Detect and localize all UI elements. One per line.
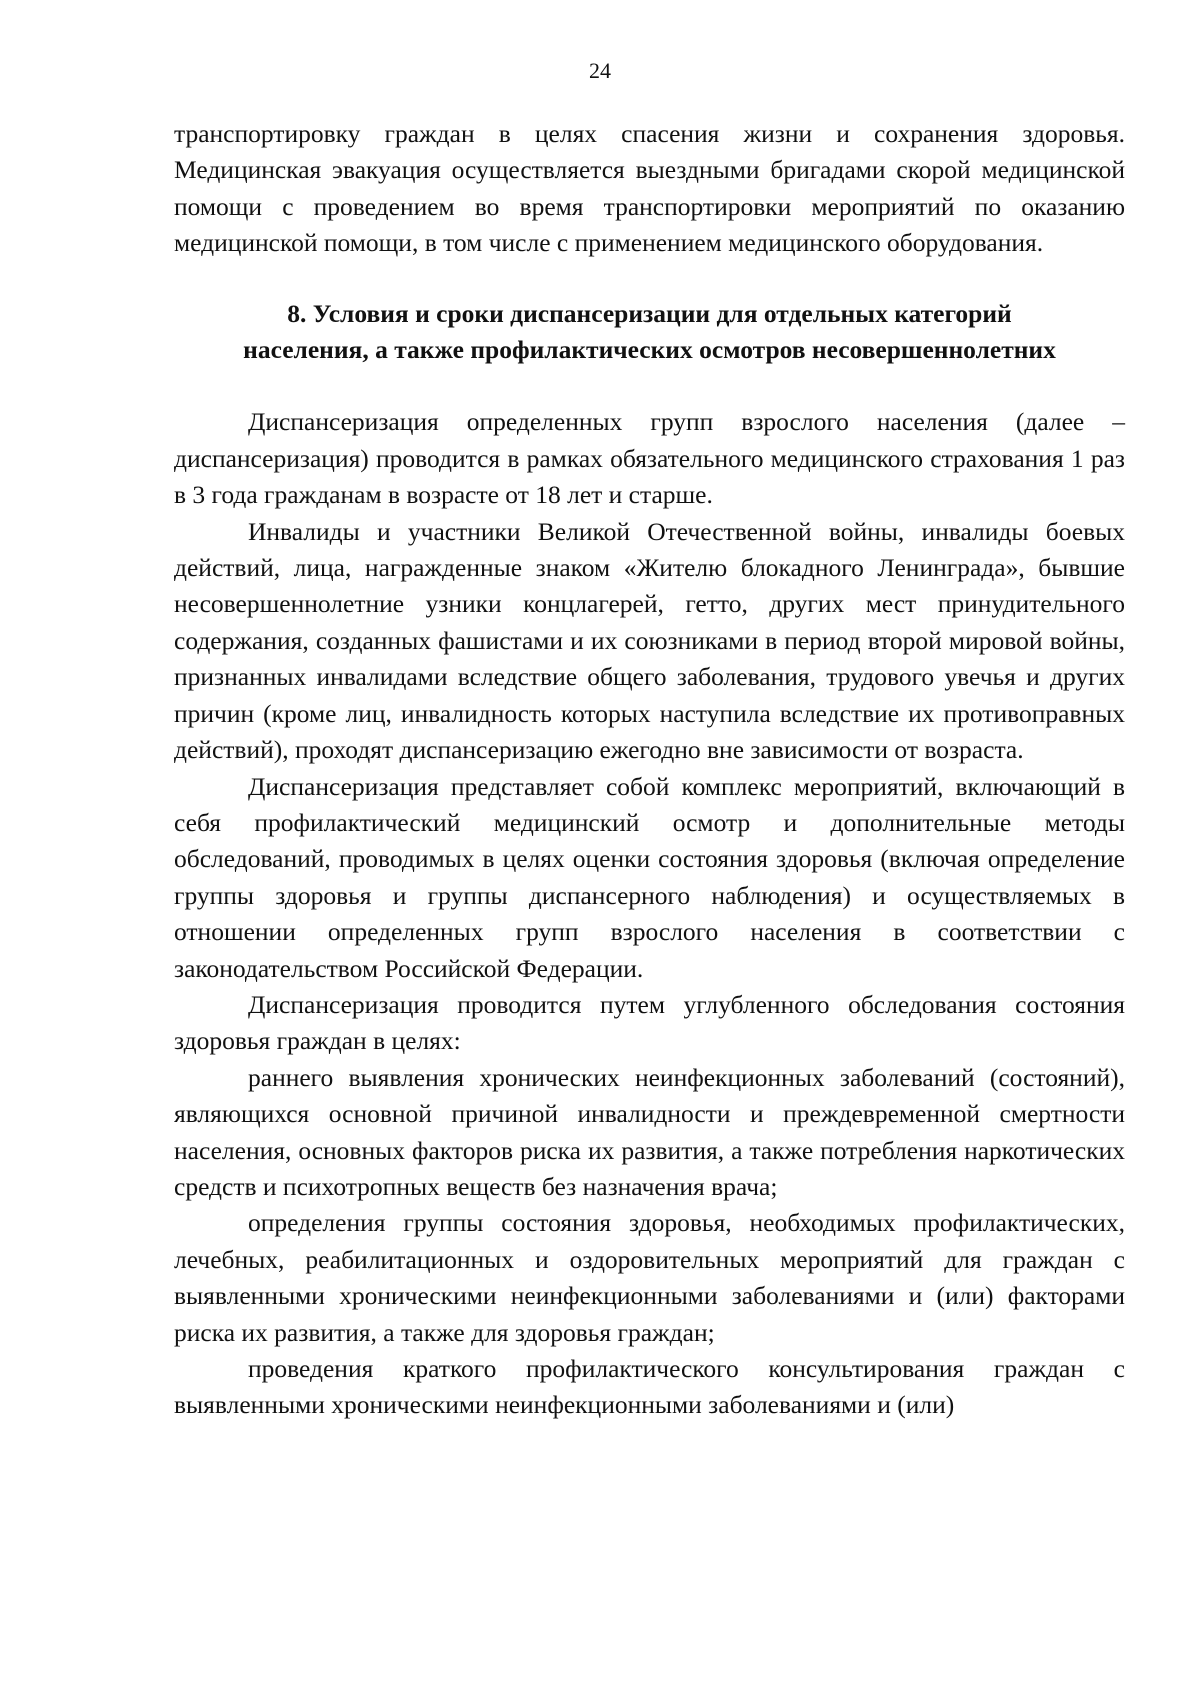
paragraph: определения группы состояния здоровья, необходимых профилактических, лечебных, реабилитационных и оздоровительных мероприятий для граждан с выявленными хроническими неинфекционными заболеваниями и (или) факторами риска их развития, а также для здоровья граждан; (174, 1208, 1125, 1347)
paragraph: Диспансеризация проводится путем углубленного обследования состояния здоровья граждан в целях: (174, 989, 1125, 1056)
paragraph: Инвалиды и участники Великой Отечественной войны, инвалиды боевых действий, лица, награжденные знаком «Жителю блокадного Ленинграда», бывшие несовершеннолетние узники концлагерей, гетто, других мест принудительного содержания, созданных фашистами и их союзниками в период второй мировой войны, признанных инвалидами вследствие общего заболевания, трудового увечья и других причин (кроме лиц, инвалидность которых наступила вследствие их противоправных действий), проходят диспансеризацию ежегодно вне зависимости от возраста. (174, 516, 1125, 765)
section-heading-line-2: населения, а также профилактических осмотров несовершеннолетних (243, 335, 1056, 365)
paragraph: Диспансеризация определенных групп взрослого населения (далее – диспансеризация) проводится в рамках обязательного медицинского страхования 1 раз в 3 года гражданам в возрасте от 18 лет и старше. (174, 407, 1125, 510)
section-heading-line-1: 8. Условия и сроки диспансеризации для отдельных категорий (287, 298, 1012, 328)
paragraph: проведения краткого профилактического консультирования граждан с выявленными хроническими неинфекционными заболеваниями и (или) (174, 1354, 1125, 1420)
document-body (174, 116, 1125, 1424)
section-heading (174, 296, 1125, 369)
paragraph: Диспансеризация представляет собой комплекс мероприятий, включающий в себя профилактический медицинский осмотр и дополнительные методы обследований, проводимых в целях оценки состояния здоровья (включая определение группы здоровья и группы диспансерного наблюдения) и осуществляемых в отношении определенных групп взрослого населения в соответствии с законодательством Российской Федерации. (174, 771, 1125, 983)
page-number: 24 (589, 58, 611, 83)
paragraph: раннего выявления хронических неинфекционных заболеваний (состояний), являющихся основной причиной инвалидности и преждевременной смертности населения, основных факторов риска их развития, а также потребления наркотических средств и психотропных веществ без назначения врача; (174, 1062, 1125, 1201)
paragraph-continuation: транспортировку граждан в целях спасения жизни и сохранения здоровья. Медицинская эвакуация осуществляется выездными бригадами скорой медицинской помощи с проведением во время транспортировки мероприятий по оказанию медицинской помощи, в том числе с применением медицинского оборудования. (174, 119, 1125, 258)
